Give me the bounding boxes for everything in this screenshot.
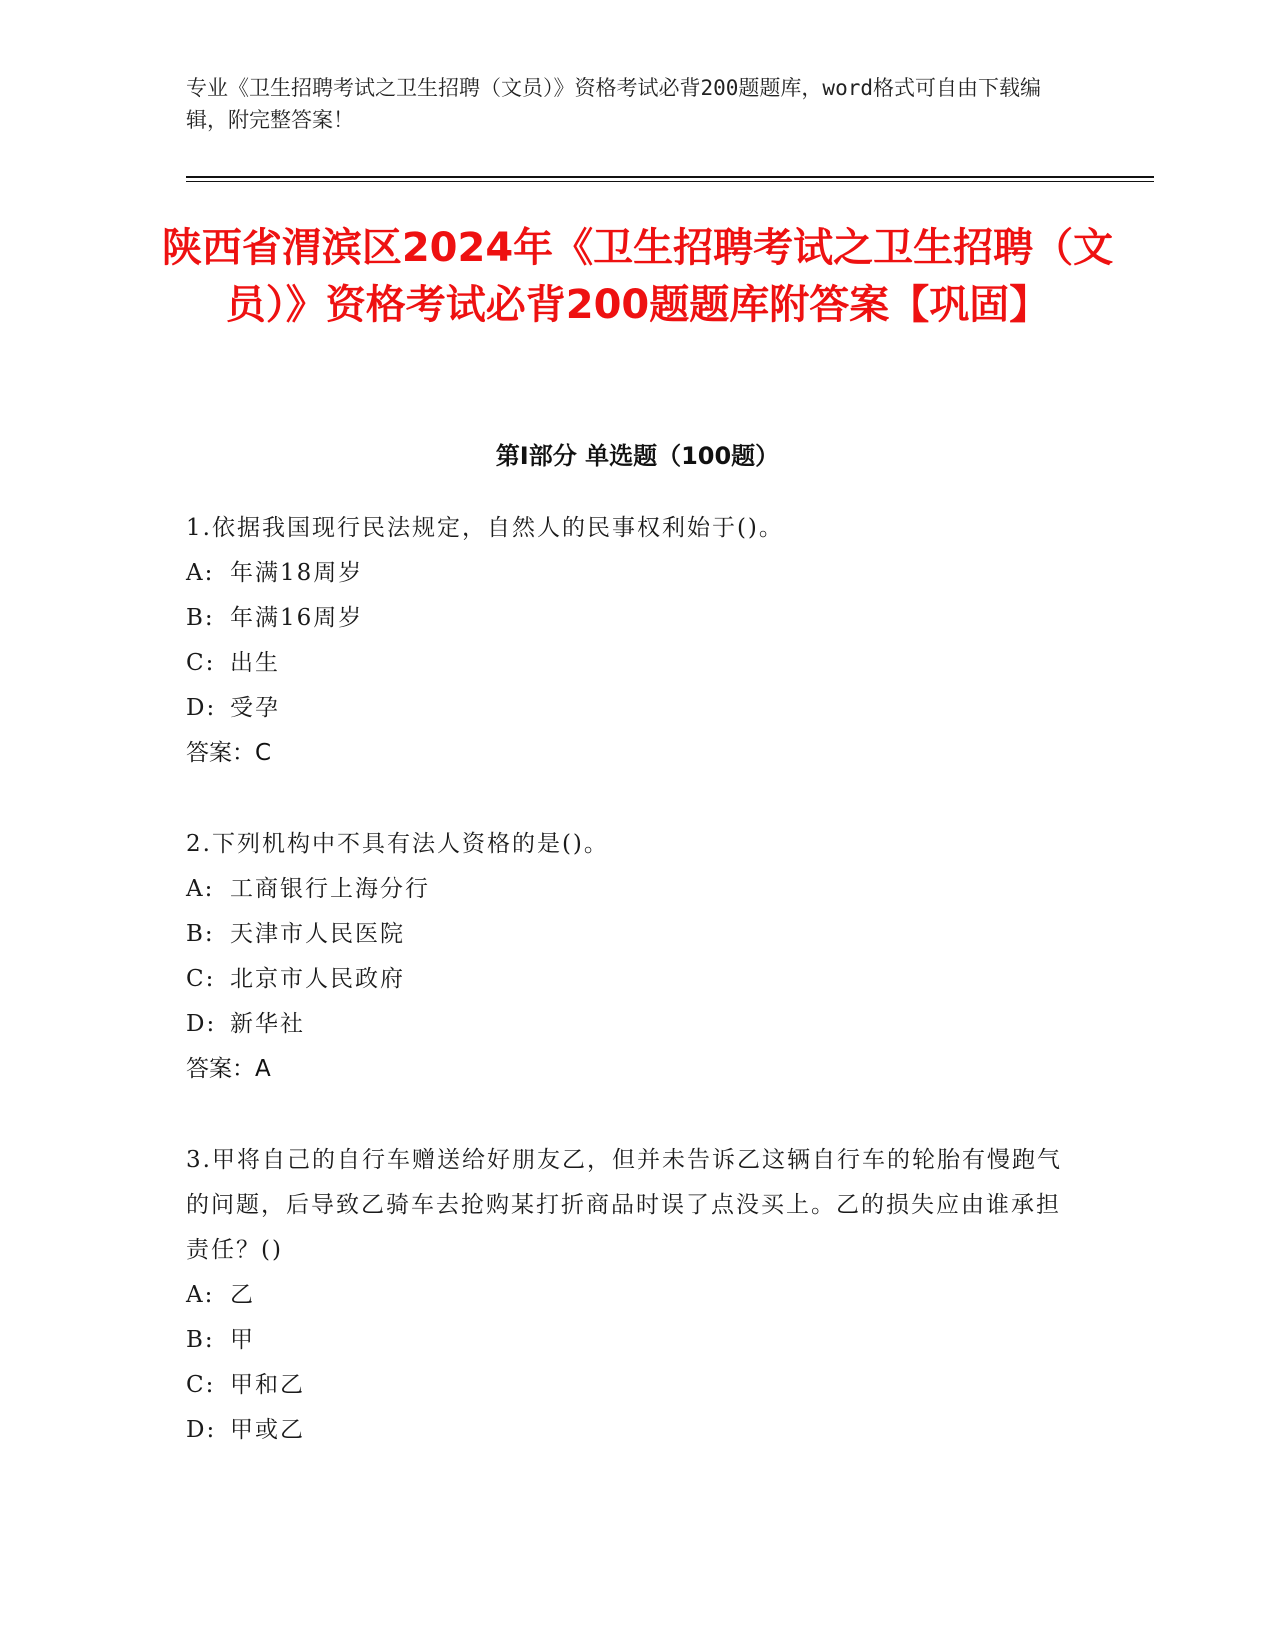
option-letter: A: (186, 560, 215, 586)
header-note: 专业《卫生招聘考试之卫生招聘（文员）》资格考试必背200题题库，word格式可自由下载编辑，附完整答案！ (186, 76, 1041, 132)
option-letter: A: (186, 876, 215, 902)
option-text: 甲或乙 (230, 1417, 305, 1443)
question-text: 2.下列机构中不具有法人资格的是()。 (186, 831, 609, 857)
option-text: 年满16周岁 (230, 605, 364, 631)
option-text: 甲和乙 (230, 1372, 305, 1398)
option-d (186, 686, 1066, 731)
option-text: 工商银行上海分行 (230, 876, 430, 902)
option-text: 乙 (230, 1282, 255, 1308)
option-text: 出生 (230, 650, 280, 676)
option-text: 天津市人民医院 (230, 921, 405, 947)
option-a (186, 551, 1066, 596)
option-letter: D: (186, 1011, 217, 1037)
option-d (186, 1002, 1066, 1047)
header-divider-thin (186, 181, 1154, 182)
option-text: 新华社 (230, 1011, 305, 1037)
question-3 (186, 1138, 1066, 1453)
option-letter: B: (186, 605, 215, 631)
header-divider-thick (186, 176, 1154, 178)
option-text: 年满18周岁 (230, 560, 364, 586)
option-text: 甲 (230, 1327, 255, 1353)
question-text: 3.甲将自己的自行车赠送给好朋友乙，但并未告诉乙这辆自行车的轮胎有慢跑气的问题，后导致乙骑车去抢购某打折商品时误了点没买上。乙的损失应由谁承担责任？() (186, 1147, 1062, 1263)
question-1 (186, 506, 1066, 776)
option-letter: C: (186, 650, 216, 676)
option-b (186, 912, 1066, 957)
option-letter: B: (186, 921, 215, 947)
option-b (186, 1318, 1066, 1363)
option-letter: D: (186, 695, 217, 721)
option-c (186, 1363, 1066, 1408)
question-2 (186, 822, 1066, 1092)
document-title: 陕西省渭滨区2024年《卫生招聘考试之卫生招聘（文员）》资格考试必背200题题库附答案【巩固】 (161, 225, 1114, 328)
option-a (186, 867, 1066, 912)
option-c (186, 957, 1066, 1002)
option-letter: C: (186, 1372, 216, 1398)
option-c (186, 641, 1066, 686)
answer-label: 答案：A (186, 1056, 271, 1082)
section-heading: 第Ⅰ部分 单选题（100题） (495, 442, 780, 470)
option-text: 北京市人民政府 (230, 966, 405, 992)
option-d (186, 1408, 1066, 1453)
option-letter: A: (186, 1282, 215, 1308)
option-letter: C: (186, 966, 216, 992)
option-letter: D: (186, 1417, 217, 1443)
answer-label: 答案：C (186, 740, 272, 766)
option-a (186, 1273, 1066, 1318)
option-text: 受孕 (230, 695, 280, 721)
option-b (186, 596, 1066, 641)
option-letter: B: (186, 1327, 215, 1353)
question-text: 1.依据我国现行民法规定，自然人的民事权利始于()。 (186, 515, 784, 541)
